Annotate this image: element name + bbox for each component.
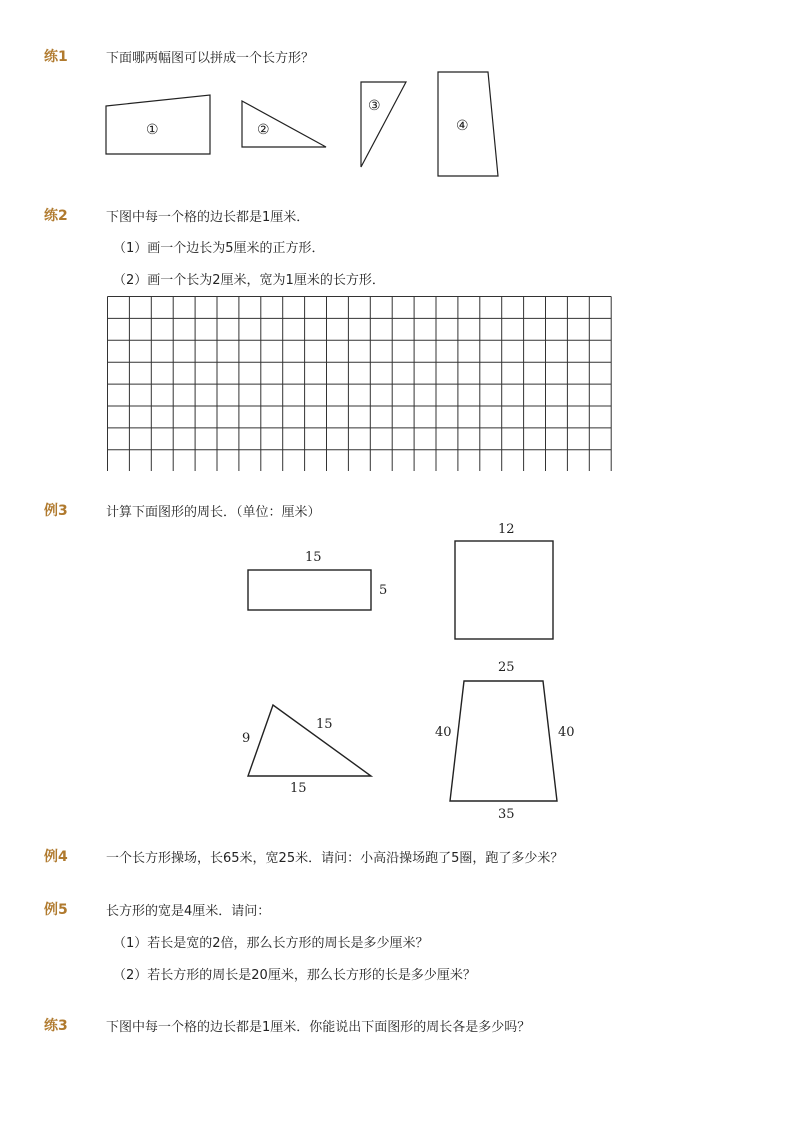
triangle-right-label: 15 <box>316 717 333 732</box>
question-text-3: 计算下面图形的周长．（单位：厘米） <box>106 505 321 520</box>
section-label-4: 例4 <box>44 849 68 865</box>
question-text-6: 下图中每一个格的边长都是1厘米．你能说出下面图形的周长各是多少吗？ <box>106 1020 531 1035</box>
section-label-2: 练2 <box>44 208 68 224</box>
question-text-2: 下图中每一个格的边长都是1厘米． <box>106 210 310 225</box>
shape-label-4: ④ <box>456 118 469 134</box>
trapezoid-top-label: 25 <box>498 660 515 675</box>
shape-label-2: ② <box>257 122 270 138</box>
shape-triangle-2 <box>242 101 326 147</box>
sub-item-2-1: （1）画一个边长为5厘米的正方形． <box>113 241 325 256</box>
square-figure <box>455 541 553 639</box>
section-label-1: 练1 <box>44 49 68 65</box>
sub-item-5-1: （1）若长是宽的2倍，那么长方形的周长是多少厘米？ <box>113 936 429 951</box>
trapezoid-figure <box>450 681 557 801</box>
section-label-6: 练3 <box>44 1018 68 1034</box>
square-side-label: 12 <box>498 522 515 537</box>
triangle-bottom-label: 15 <box>290 781 307 796</box>
triangle-left-label: 9 <box>242 731 251 746</box>
shape-label-3: ③ <box>368 98 381 114</box>
triangle-figure <box>248 705 371 776</box>
sub-item-5-2: （2）若长方形的周长是20厘米，那么长方形的长是多少厘米？ <box>113 968 476 983</box>
square-grid <box>107 296 613 471</box>
rectangle-figure <box>248 570 371 610</box>
trapezoid-left-label: 40 <box>435 725 452 740</box>
question-text-5: 长方形的宽是4厘米．请问： <box>106 904 271 919</box>
question-text-1: 下面哪两幅图可以拼成一个长方形？ <box>106 51 315 66</box>
sub-item-2-2: （2）画一个长为2厘米，宽为1厘米的长方形． <box>113 273 385 288</box>
trapezoid-right-label: 40 <box>558 725 575 740</box>
section-label-5: 例5 <box>44 902 68 918</box>
question-text-4: 一个长方形操场，长65米，宽25米．请问：小高沿操场跑了5圈，跑了多少米？ <box>106 851 564 866</box>
rectangle-length-label: 15 <box>305 550 322 565</box>
shape-label-1: ① <box>146 122 159 138</box>
shape-triangle-3 <box>361 82 406 167</box>
rectangle-width-label: 5 <box>379 583 388 598</box>
section-label-3: 例3 <box>44 503 68 519</box>
trapezoid-bottom-label: 35 <box>498 807 515 822</box>
